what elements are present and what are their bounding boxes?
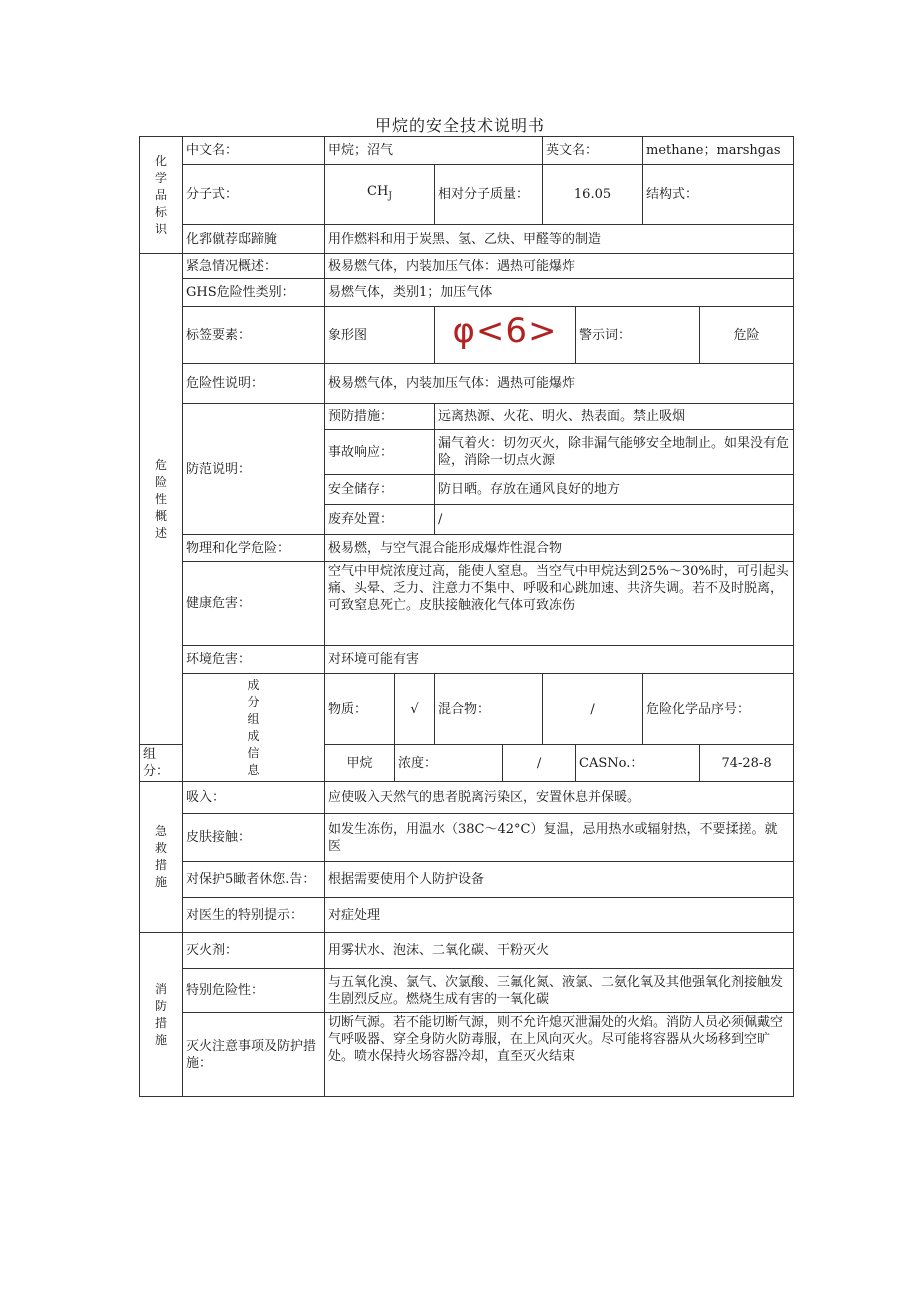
statement-value: 极易燃气体，内装加压气体：遇热可能爆炸 — [325, 364, 794, 404]
physchem-label: 物理和化学危险： — [183, 535, 325, 562]
table-row — [140, 646, 794, 674]
prevention-label: 预防措施： — [325, 404, 435, 430]
signal-label: 警示词： — [576, 307, 700, 364]
prevention-value: 远离热源、火花、明火、热表面。禁止吸烟 — [435, 404, 794, 430]
doctor-value: 对症处理 — [325, 898, 794, 933]
notes-label: 灭火注意事项及防护措施： — [183, 1013, 325, 1097]
table-row — [140, 364, 794, 404]
env-label: 环境危害： — [183, 646, 325, 674]
agent-label: 灭火剂： — [183, 933, 325, 969]
response-label: 事故响应： — [325, 430, 435, 475]
signal-value: 危险 — [700, 307, 794, 364]
section-composition: 成分组成信息 — [183, 674, 325, 782]
msds-table — [139, 136, 794, 1097]
structure-label: 结构式： — [643, 165, 794, 225]
flame-icon: φ<6> — [452, 311, 558, 351]
inhalation-label: 吸入： — [183, 782, 325, 814]
skin-label: 皮肤接触： — [183, 814, 325, 862]
physchem-value: 极易燃，与空气混合能形成爆炸性混合物 — [325, 535, 794, 562]
response-value: 漏气着火：切勿灭火，除非漏气能够安全地制止。如果没有危险，消除一切点火源 — [435, 430, 794, 475]
disposal-value: / — [435, 505, 794, 535]
formula-value: $CH_J$ — [325, 165, 435, 225]
table-row — [140, 969, 794, 1013]
table-row — [140, 862, 794, 898]
table-row — [140, 898, 794, 933]
table-row — [140, 279, 794, 307]
statement-label: 危险性说明： — [183, 364, 325, 404]
cn-name-value: 甲烷；沼气 — [325, 137, 543, 165]
section-hazard: 危险性概述 — [140, 254, 183, 745]
section-fire: 消防措施 — [140, 933, 183, 1097]
component-value: 甲烷 — [325, 745, 395, 782]
concentration-value: / — [503, 745, 576, 782]
table-row — [140, 562, 794, 646]
flame-icon — [435, 307, 576, 364]
use-label: 化郛僦荐邸蹄腌 — [183, 225, 325, 254]
protect-value: 根据需要使用个人防护设备 — [325, 862, 794, 898]
table-row — [140, 137, 794, 165]
disposal-label: 废弃处置： — [325, 505, 435, 535]
emergency-label: 紧急情况概述： — [183, 254, 325, 279]
pictogram-label: 象形图 — [325, 307, 435, 364]
emergency-value: 极易燃气体，内装加压气体：遇热可能爆炸 — [325, 254, 794, 279]
notes-value: 切断气源。若不能切断气源，则不允许熄灭泄漏处的火焰。消防人员必须佩戴空气呼吸器、穿全身防火防毒服，在上风向灭火。尽可能将容器从火场移到空旷处。喷水保持火场容器冷却，直至灭火结束 — [325, 1013, 794, 1097]
special-label: 特别危险性： — [183, 969, 325, 1013]
table-row — [140, 674, 794, 745]
health-value: 空气中甲烷浓度过高，能使人窒息。当空气中甲烷达到25%～30%时，可引起头痛、头晕、乏力、注意力不集中、呼吸和心跳加速、共济失调。若不及时脱离，可致窒息死亡。皮肤接触液化气体可致冻伤 — [325, 562, 794, 646]
precaution-label: 防范说明： — [183, 404, 325, 535]
storage-value: 防日晒。存放在通风良好的地方 — [435, 475, 794, 505]
ghs-label: GHS危险性类别： — [183, 279, 325, 307]
en-name-value: methane；marshgas — [643, 137, 794, 165]
concentration-label: 浓度： — [395, 745, 503, 782]
inhalation-value: 应使吸入天然气的患者脱离污染区，安置休息并保暖。 — [325, 782, 794, 814]
table-row — [140, 225, 794, 254]
cn-name-label: 中文名： — [183, 137, 325, 165]
skin-value: 如发生冻伤，用温水（38C～42°C）复温，忌用热水或辐射热，不要揉搓。就医 — [325, 814, 794, 862]
table-row — [140, 535, 794, 562]
catalog-label: 危险化学品序号： — [643, 674, 794, 745]
table-row — [140, 254, 794, 279]
protect-label: 对保护5瞰者休您.告： — [183, 862, 325, 898]
substance-value: √ — [395, 674, 435, 745]
section-identification: 化学品标识 — [140, 137, 183, 254]
storage-label: 安全储存： — [325, 475, 435, 505]
mw-label: 相对分子质量： — [435, 165, 543, 225]
label-elements-label: 标签要素： — [183, 307, 325, 364]
table-row — [140, 933, 794, 969]
table-row — [140, 165, 794, 225]
formula-label: 分子式： — [183, 165, 325, 225]
component-label: 组分： — [140, 745, 183, 782]
mixture-label: 混合物： — [435, 674, 543, 745]
health-label: 健康危害： — [183, 562, 325, 646]
mw-value: 16.05 — [543, 165, 643, 225]
substance-label: 物质： — [325, 674, 395, 745]
table-row — [140, 814, 794, 862]
table-row — [140, 782, 794, 814]
doctor-label: 对医生的特别提示： — [183, 898, 325, 933]
section-first-aid: 急救措施 — [140, 782, 183, 933]
cas-value: 74-28-8 — [700, 745, 794, 782]
table-row — [140, 307, 794, 364]
use-value: 用作燃料和用于炭黑、氢、乙炔、甲醛等的制造 — [325, 225, 794, 254]
special-value: 与五氧化溴、氯气、次氯酸、三氟化氮、液氯、二氨化氧及其他强氧化剂接触发生剧烈反应。燃烧生成有害的一氧化碳 — [325, 969, 794, 1013]
agent-value: 用雾状水、泡沫、二氧化碳、干粉灭火 — [325, 933, 794, 969]
cas-label: CASNo.： — [576, 745, 700, 782]
en-name-label: 英文名： — [543, 137, 643, 165]
env-value: 对环境可能有害 — [325, 646, 794, 674]
table-row — [140, 404, 794, 430]
ghs-value: 易燃气体，类别1；加压气体 — [325, 279, 794, 307]
document-title: 甲烷的安全技术说明书 — [374, 116, 545, 135]
mixture-value: / — [543, 674, 643, 745]
table-row — [140, 1013, 794, 1097]
